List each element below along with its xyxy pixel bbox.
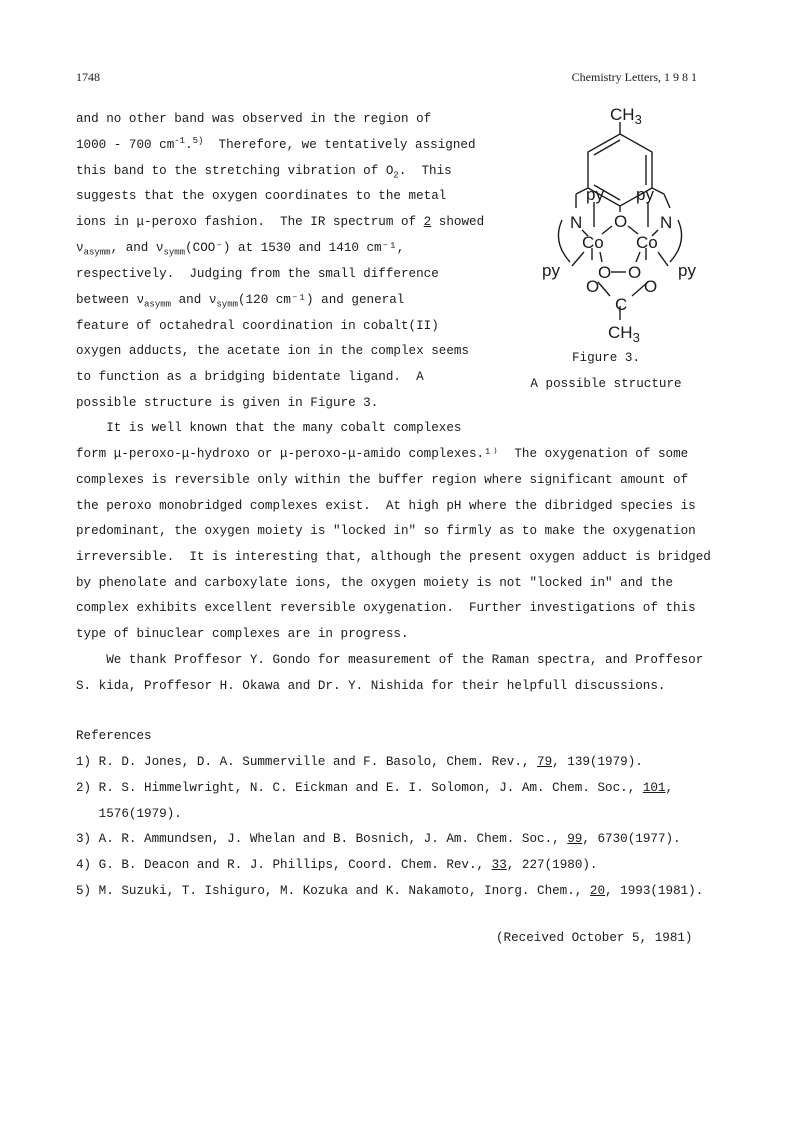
body-line-2: 1000 - 700 $cm^{-1}.^{5)}$ Therefore, we tentatively assigned xyxy=(76,135,476,152)
ch3-top-label: $CH_3$ xyxy=(610,105,642,127)
body-line-15: complexes is reversible only within the buffer region where significant amount of xyxy=(76,473,689,487)
reference-item: 1576(1979). xyxy=(76,807,182,821)
figure-caption-title: Figure 3. xyxy=(571,351,641,365)
reference-item: 5) M. Suzuki, T. Ishiguro, M. Kozuka and K. Nakamoto, Inorg. Chem., 20, 1993(1981). xyxy=(76,884,704,898)
body-line-9: feature of octahedral coordination in cobalt(II) xyxy=(76,319,439,333)
c-label: C xyxy=(615,295,628,314)
ch3-bottom-label: $CH_3$ xyxy=(608,323,640,345)
body-line-3: this band to the stretching vibration of $O_2$. This xyxy=(76,164,452,181)
body-line-12: possible structure is given in Figure 3. xyxy=(76,396,379,410)
body-line-16: the peroxo monobridged complexes exist. At high pH where the dibridged species is xyxy=(76,499,696,513)
o-label: O xyxy=(628,263,642,282)
body-line-18: irreversible. It is interesting that, although the present oxygen adduct is bridged xyxy=(76,550,711,564)
body-line-21: type of binuclear complexes are in progress. xyxy=(76,627,409,641)
acknowledgement-line-2: S. kida, Proffesor H. Okawa and Dr. Y. Nishida for their helpfull discussions. xyxy=(76,679,666,693)
body-line-14: form μ-peroxo-μ-hydroxo or μ-peroxo-μ-amido complexes.¹⁾ The oxygenation of some xyxy=(76,447,689,461)
co-label: Co xyxy=(582,233,604,252)
reference-item: 4) G. B. Deacon and R. J. Phillips, Coord. Chem. Rev., 33, 227(1980). xyxy=(76,858,598,872)
structure-figure xyxy=(530,102,710,347)
n-label: N xyxy=(570,213,583,232)
body-line-13: It is well known that the many cobalt complexes xyxy=(76,421,462,435)
body-line-6: $\nu_{asymm}$, and $\nu_{symm}(COO^-)$ at 1530 and 1410 cm⁻¹, xyxy=(76,241,405,258)
body-line-10: oxygen adducts, the acetate ion in the complex seems xyxy=(76,344,469,358)
page-number: 1748 xyxy=(76,70,100,84)
body-line-4: suggests that the oxygen coordinates to the metal xyxy=(76,189,447,203)
py-label: py xyxy=(542,261,560,280)
reference-item: 1) R. D. Jones, D. A. Summerville and F. Basolo, Chem. Rev., 79, 139(1979). xyxy=(76,755,643,769)
o-label: O xyxy=(586,277,600,296)
acknowledgement-line-1: We thank Proffesor Y. Gondo for measurement of the Raman spectra, and Proffesor xyxy=(76,653,704,667)
references-heading: References xyxy=(76,729,152,743)
body-line-19: by phenolate and carboxylate ions, the oxygen moiety is not "locked in" and the xyxy=(76,576,674,590)
py-label: py xyxy=(636,185,654,204)
body-line-20: complex exhibits excellent reversible oxygenation. Further investigations of this xyxy=(76,601,696,615)
body-line-11: to function as a bridging bidentate ligand. A xyxy=(76,370,424,384)
reference-item: 2) R. S. Himmelwright, N. C. Eickman and E. I. Solomon, J. Am. Chem. Soc., 101, xyxy=(76,781,674,795)
body-line-8: between $\nu_{asymm}$ and $\nu_{symm}(120$ cm⁻¹) and general xyxy=(76,293,405,310)
figure-caption-text: A possible structure xyxy=(530,377,682,391)
body-line-1: and no other band was observed in the region of xyxy=(76,112,432,126)
body-line-7: respectively. Judging from the small difference xyxy=(76,267,439,281)
journal-header: Chemistry Letters, 1 9 8 1 xyxy=(571,70,697,84)
o-label: O xyxy=(614,212,628,231)
o-label: O xyxy=(644,277,658,296)
reference-item: 3) A. R. Ammundsen, J. Whelan and B. Bosnich, J. Am. Chem. Soc., 99, 6730(1977). xyxy=(76,832,681,846)
body-line-17: predominant, the oxygen moiety is "locked in" so firmly as to make the oxygenation xyxy=(76,524,696,538)
o-label: O xyxy=(598,263,612,282)
py-label: py xyxy=(678,261,696,280)
received-date: (Received October 5, 1981) xyxy=(496,931,693,945)
py-label: py xyxy=(586,185,604,204)
n-label: N xyxy=(660,213,673,232)
body-line-5: ions in μ-peroxo fashion. The IR spectrum of 2 showed xyxy=(76,215,485,229)
co-label: Co xyxy=(636,233,658,252)
